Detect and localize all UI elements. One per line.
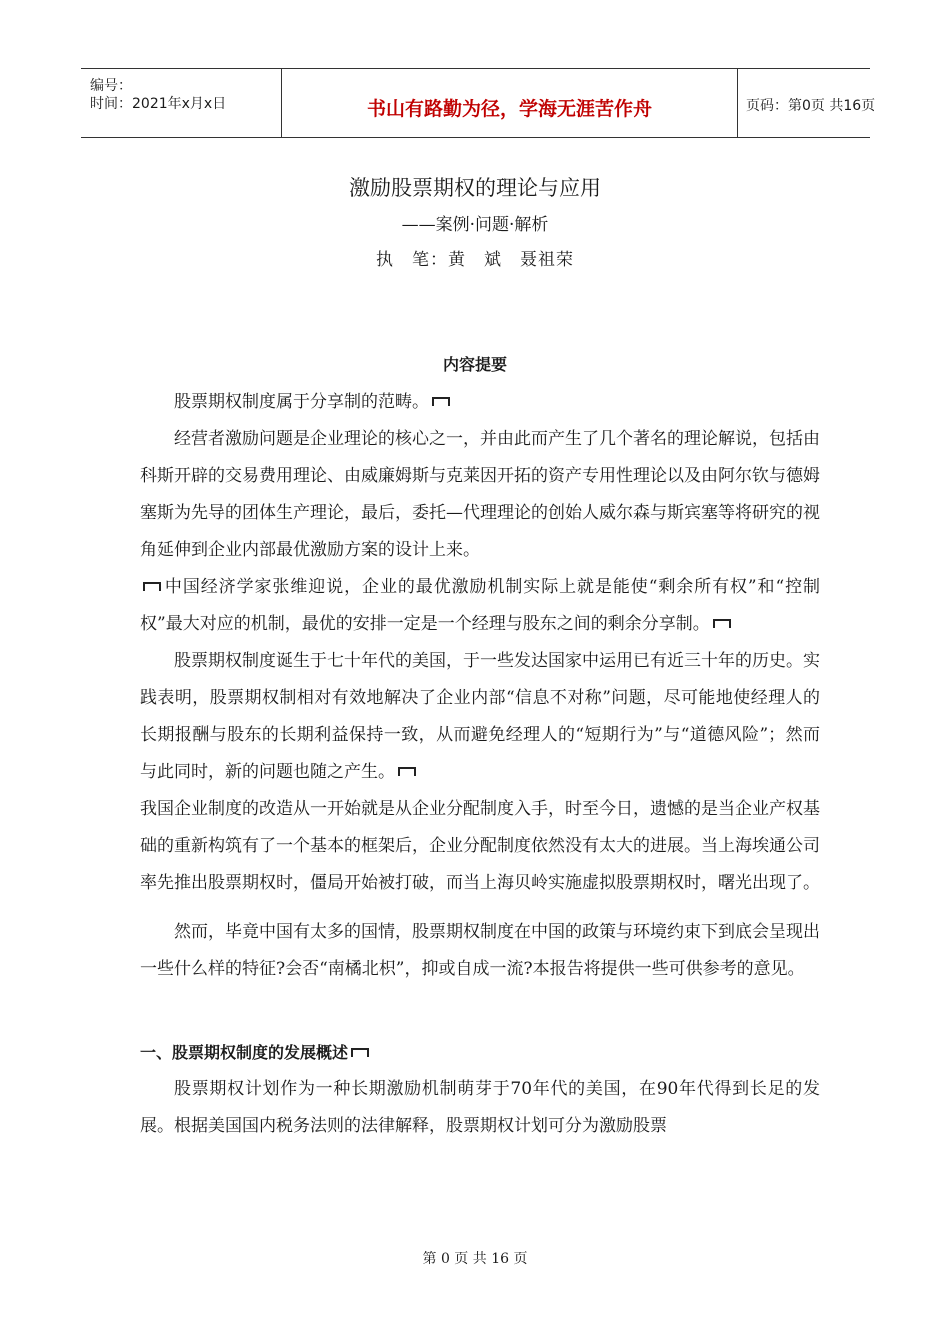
paragraph-text: 经营者激励问题是企业理论的核心之一，并由此而产生了几个著名的理论解说，包括由科斯开辟的交易费用理论、由威廉姆斯与克莱因开拓的资产专用性理论以及由阿尔钦与德姆塞斯为先导的团体生产理论，最后，委托—代理理论的创始人威尔森与斯宾塞等将研究的视角延伸到企业内部最优激励方案的设计上来。 xyxy=(140,429,820,560)
paragraph-mark-icon xyxy=(351,1048,369,1057)
header-page-info: 页码：第0页 共16页 xyxy=(746,98,876,114)
paragraph-text: 股票期权制度属于分享制的范畴。 xyxy=(174,392,429,412)
header-motto-cell xyxy=(281,69,738,137)
section-paragraph xyxy=(140,1071,820,1145)
section-heading-text: 一、股票期权制度的发展概述 xyxy=(140,1043,349,1062)
abstract-paragraph xyxy=(140,791,820,902)
paragraph-text: 我国企业制度的改造从一开始就是从企业分配制度入手，时至今日，遗憾的是当企业产权基础的重新构筑有了一个基本的框架后，企业分配制度依然没有太大的进展。当上海埃通公司率先推出股票期权时，僵局开始被打破，而当上海贝岭实施虚拟股票期权时，曙光出现了。 xyxy=(140,799,820,893)
abstract-paragraph xyxy=(140,569,820,643)
document-time: 时间：2021年x月x日 xyxy=(90,96,227,112)
paragraph-mark-icon xyxy=(398,767,416,776)
section-heading xyxy=(140,1034,820,1071)
abstract-paragraph xyxy=(140,421,820,569)
document-header-table xyxy=(81,68,876,138)
paragraph-text: 中国经济学家张维迎说，企业的最优激励机制实际上就是能使“剩余所有权”和“控制权”最大对应的机制，最优的安排一定是一个经理与股东之间的剩余分享制。 xyxy=(140,577,820,634)
document-subtitle: ——案例·问题·解析 xyxy=(401,215,549,235)
document-body xyxy=(140,384,820,1145)
paragraph-mark-icon xyxy=(143,582,161,591)
abstract-paragraph xyxy=(140,914,820,988)
document-number-label: 编号： xyxy=(90,78,132,94)
header-meta-cell xyxy=(81,69,281,137)
abstract-paragraph xyxy=(140,384,820,421)
paragraph-mark-icon xyxy=(432,397,450,406)
document-authors: 执 笔：黄 斌 聂祖荣 xyxy=(376,250,574,270)
header-motto: 书山有路勤为径，学海无涯苦作舟 xyxy=(366,98,652,120)
page-footer: 第 0 页 共 16 页 xyxy=(422,1251,528,1267)
paragraph-text: 然而，毕竟中国有太多的国情，股票期权制度在中国的政策与环境约束下到底会呈现出一些什么样的特征?会否“南橘北枳”，抑或自成一流?本报告将提供一些可供参考的意见。 xyxy=(140,922,820,979)
abstract-heading: 内容提要 xyxy=(442,355,507,374)
document-title: 激励股票期权的理论与应用 xyxy=(349,176,601,200)
paragraph-mark-icon xyxy=(713,619,731,628)
paragraph-text: 股票期权计划作为一种长期激励机制萌芽于70年代的美国，在90年代得到长足的发展。根据美国国内税务法则的法律解释，股票期权计划可分为激励股票 xyxy=(140,1079,820,1136)
abstract-paragraph xyxy=(140,643,820,791)
header-page-cell xyxy=(737,69,876,137)
paragraph-text: 股票期权制度诞生于七十年代的美国，于一些发达国家中运用已有近三十年的历史。实践表明，股票期权制相对有效地解决了企业内部“信息不对称”问题，尽可能地使经理人的长期报酬与股东的长期利益保持一致，从而避免经理人的“短期行为”与“道德风险”；然而与此同时，新的问题也随之产生。 xyxy=(140,651,820,782)
